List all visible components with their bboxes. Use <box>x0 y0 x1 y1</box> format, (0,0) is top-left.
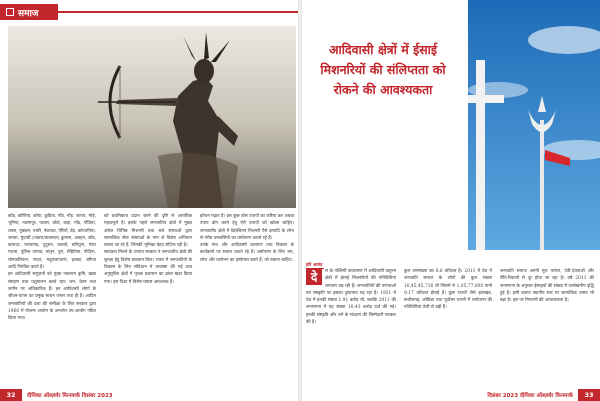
section-rule <box>58 11 298 13</box>
cross-photo <box>468 0 600 250</box>
body-paragraph: इतेयन गढ़ता है। इस कुछ ठोस उपायों का जरिया कर अथवा उपाय ढोग करने हेतु ऐसे उपायों को खोजा चाहिए। जनजातीय क्षेत्रों में क्रिश्चियन मिशनरी पैसे इत्यादि के लोभ से गरीब वनवासियों का धर्मांतरण कराते रहे हैं। <box>200 214 294 241</box>
page-number: 32 <box>0 389 22 401</box>
right-column-1 <box>306 268 396 381</box>
body-paragraph: जनजाति समाज अपनी मूल परंपरा, देवी-देवताओं और रीति-रिवाजों से दूर होता जा रहा है। वर्ष 2011 की जनगणना के अनुसार ईसाइयों की संख्या में उल्लेखनीय वृद्धि हुई है। इसी कारण स्थानीय स्तर पर सामाजिक तनाव भी बढ़ा है। इस पर निगरानी की आवश्यकता है। <box>500 269 594 304</box>
footer-text: दीपिका ऑब्ज़र्वर फिनमार्क दिसंबर 2023 <box>27 393 113 399</box>
right-column-3 <box>500 268 594 381</box>
body-paragraph: कुल जनसंख्या का 8.6 प्रतिशत है। 2011 में देश में जनजाति समाज के लोगों की कुल संख्या 10,45,45,716 थी जिसमें से 1,05,77,000 यानी 9.17 प्रतिशत ईसाई हैं। कुछ राज्यों जैसे झारखंड, छत्तीसगढ़, ओडिशा तथा पूर्वोत्तर राज्यों में धर्मांतरण की गतिविधियां तेजी से बढ़ी हैं। <box>404 269 492 311</box>
body-paragraph: स्वतंत्रता मिलने के उपरांत सरकार ने जनजातीय क्षेत्रों की सुरक्षा हेतु विशेष प्रावधान किए। भारत में जनजातियों के विकास के लिए संविधान में व्यवस्था की गई तथा अनुसूचित क्षेत्रों में पृथक प्रशासन का ढांचा खड़ा किया गया। इस दिशा में विशेष प्रयास आवश्यक हैं। <box>104 250 192 285</box>
warrior-illustration <box>8 26 296 208</box>
body-paragraph: उनके गांव और आदिवासी कल्याण तथा विकास के कार्यक्रमों पर सवाल उठाते रहे हैं। धर्मांतरण के लिए भय, लोभ और प्रलोभन का इस्तेमाल करते हैं, जो रुकना चाहिए। <box>200 243 294 263</box>
body-paragraph: कोंड, कोलिया, कोया, कुडिया, गोंड, गोंड़, जताप, भोई, भूमिया, नवरंगपुर, पाथरा, बोर्डा, बाहा, गोंड, गोंडिया, शबरा, मुक्कन, पथरि, नेकपडा, ऐरियाँ, डेंड, कोरजनिया, जमता, मुंदाचीं (भंडारा/कंधमाल) कुमरम, अग्रहन, जोंड, कारादर, मलपागड, दुदुरुन, जलवी, चनियूना, मोटा पाटना, पुलिस दगगड, मातृन, पुरा, रोहितिया, पोदिना, चोनकलियान, परदर, मदूरालापटना, इलका, बगिया आदि नियंत्रित करते हैं। <box>8 214 96 271</box>
section-label: समाज <box>18 8 39 19</box>
body-paragraph: इन आदिवासी समुदायों को मुक्त नवचयन कृषि, खाद्य संग्रहण तथा पशुपालन करते रहा। जन, वेतन तथा जमीन पर अधिकारिक हैं। इन आदिवासी लोगों के जीवन-यापन का प्रमुख साधन जंगल तथा ही हैं। आदिम जनजातियों की दशा की समीक्षा के लिए सरकार द्वारा 1960 में योजना आयोग के अन्तर्गत उप-आयोग गठित किया गया। <box>8 272 96 322</box>
body-paragraph: को प्रथमिकता प्रदान करने की दृष्टि से अत्यधिक महत्वपूर्ण है। इसके पहले जनजातिय क्षेत्रों में मुख्य अंग्रेज विभिन्न मिशनरी तथा चर्च संस्थाओं द्वारा सामाजिक सेवा संस्थाओं के नाम से विशेष अभियान चलाए जा रहे हैं, जिनकी भूमिका बेहद संदिग्ध रही है। <box>104 214 192 249</box>
body-paragraph: स के पश्चिमी वातावरण में आदिवासी बाहुल्य क्षेत्रों में ईसाई मिशनरियों की गतिविधियां लगातार बढ़ रही हैं। जनजातियों की परंपराओं एवं संस्कृति पर इसका दुष्प्रभाव पड़ रहा है। 1951 में देश में इनकी संख्या 1.91 करोड़ थी, जबकि 2011 की जनगणना में यह संख्या 10.43 करोड़ दर्ज की गई। इनकी संस्कृति और धर्म के संरक्षण की जिम्मेदारी सरकार की है। <box>306 269 396 326</box>
left-column-1 <box>8 213 96 381</box>
footer-right <box>302 389 600 401</box>
left-column-3 <box>200 213 294 381</box>
gutter <box>298 0 302 401</box>
headline: आदिवासी क्षेत्रों में ईसाई मिशनरियों की संलिप्तता को रोकने की आवश्यकता <box>320 42 446 97</box>
footer-left <box>0 389 298 401</box>
dropcap: दे <box>306 269 322 285</box>
left-column-2 <box>104 213 192 381</box>
page-number: 33 <box>578 389 600 401</box>
square-icon <box>6 8 14 16</box>
section-tag <box>0 4 58 20</box>
right-column-2 <box>404 268 492 381</box>
byline: हरि आनंद <box>306 263 323 268</box>
footer-text: दिसंबर 2023 दीपिका ऑब्ज़र्वर फिनमार्क <box>487 393 573 399</box>
